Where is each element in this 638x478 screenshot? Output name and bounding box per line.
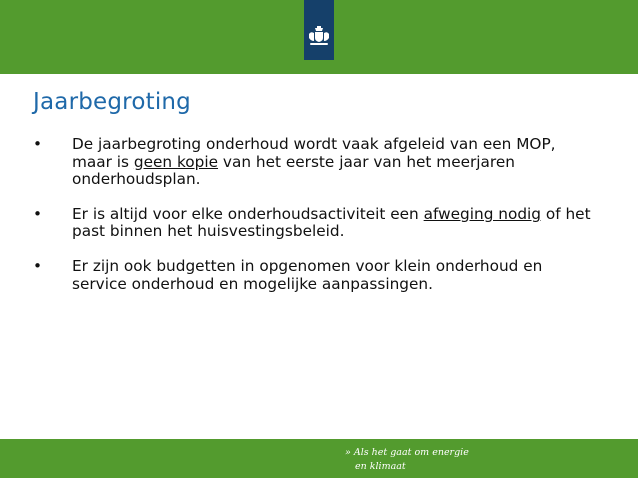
slide-title: Jaarbegroting bbox=[33, 89, 191, 115]
bullet-list bbox=[33, 136, 593, 310]
underlined-text: afweging nodig bbox=[423, 204, 541, 223]
slogan-line-1: » Als het gaat om energie bbox=[345, 447, 469, 458]
government-logo bbox=[304, 0, 334, 60]
bullet-marker: • bbox=[33, 204, 43, 223]
bullet-item bbox=[33, 136, 593, 189]
bullet-item bbox=[33, 258, 593, 293]
bullet-text: De jaarbegroting onderhoud wordt vaak afgeleid van een MOP, maar is bbox=[72, 135, 556, 171]
bullet-marker: • bbox=[33, 256, 43, 275]
bullet-text: Er zijn ook budgetten in opgenomen voor klein onderhoud en service onderhoud en mogelijke aanpassingen. bbox=[72, 256, 543, 293]
bullet-text: Er is altijd voor elke onderhoudsactiviteit een bbox=[72, 204, 424, 223]
underlined-text: geen kopie bbox=[133, 152, 219, 171]
footer-bar bbox=[0, 439, 638, 478]
bullet-text: of het past binnen het huisvestingsbeleid. bbox=[72, 204, 591, 241]
bullet-text: van het eerste jaar van het meerjaren onderhoudsplan. bbox=[72, 152, 515, 189]
bullet-marker: • bbox=[33, 135, 43, 153]
bullet-item bbox=[33, 206, 593, 241]
footer-slogan bbox=[345, 446, 469, 474]
coat-of-arms-icon bbox=[307, 26, 331, 48]
slogan-line-2: en klimaat bbox=[355, 461, 406, 472]
